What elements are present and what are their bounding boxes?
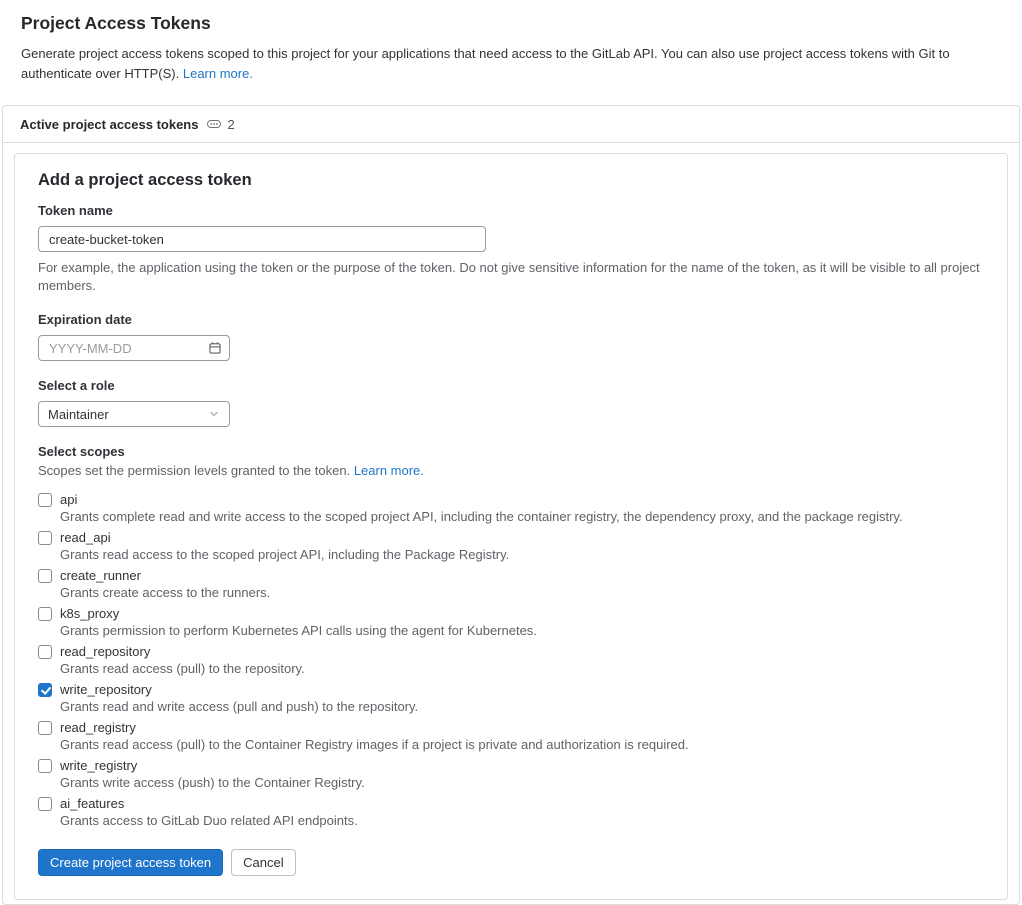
scope-row [38,530,984,562]
scope-description: Grants permission to perform Kubernetes API calls using the agent for Kubernetes. [60,623,537,639]
role-group [38,378,984,427]
scope-checkbox-k8s_proxy[interactable] [38,607,52,621]
card-title: Add a project access token [38,171,252,189]
scope-row [38,682,984,714]
page-description-text: Generate project access tokens scoped to this project for your applications that need access to the GitLab API. You can also use project access tokens with Git to authenticate over HTTP(S). [21,46,950,81]
scopes-group [38,444,984,828]
scopes-help-text: Scopes set the permission levels granted to the token. [38,463,351,479]
scope-checkbox-read_repository[interactable] [38,645,52,659]
scope-name-label: write_registry [60,758,138,774]
scopes-help [38,463,984,478]
page-title: Project Access Tokens [21,13,211,33]
scope-row [38,720,984,752]
expiration-date-input[interactable] [38,335,230,361]
scope-checkbox-api[interactable] [38,493,52,507]
scope-description: Grants access to GitLab Duo related API endpoints. [60,813,358,829]
scope-checkbox-read_api[interactable] [38,531,52,545]
scope-checkbox-write_registry[interactable] [38,759,52,773]
expiration-date-group [38,312,984,361]
scope-checkbox-write_repository[interactable] [38,683,52,697]
scope-description: Grants read access (pull) to the Container Registry images if a project is private and authorization is required. [60,737,689,753]
token-pill-dots-icon [206,116,222,132]
chevron-down-icon [208,408,220,420]
scope-name-label: ai_features [60,796,125,812]
role-select[interactable] [38,401,230,427]
role-label: Select a role [38,378,115,394]
scope-name-label: create_runner [60,568,141,584]
active-tokens-header [3,106,1019,143]
scope-row [38,644,984,676]
scope-label-line[interactable] [38,492,984,507]
scope-name-label: api [60,492,78,508]
learn-more-link[interactable]: Learn more. [182,66,253,81]
scope-name-label: read_repository [60,644,151,660]
scope-name-label: read_registry [60,720,136,736]
scope-row [38,796,984,828]
scope-description: Grants write access (push) to the Container Registry. [60,775,365,791]
scope-description: Grants read access to the scoped project API, including the Package Registry. [60,547,510,563]
role-select-value: Maintainer [48,406,109,422]
scope-name-label: k8s_proxy [60,606,120,622]
token-name-input[interactable] [38,226,486,252]
scope-checkbox-ai_features[interactable] [38,797,52,811]
form-actions [38,849,984,876]
token-name-label: Token name [38,203,113,218]
scope-label-line[interactable] [38,758,984,773]
token-name-help: For example, the application using the token or the purpose of the token. Do not give sensitive information for the name of the token, as it will be visible to all project members. [38,260,980,294]
page-description [21,44,1001,84]
scopes-label: Select scopes [38,444,125,460]
scope-description: Grants read access (pull) to the repository. [60,661,305,677]
scope-label-line[interactable] [38,568,984,583]
create-token-button[interactable]: Create project access token [38,849,223,876]
active-tokens-title: Active project access tokens [20,116,199,132]
scope-checkbox-read_registry[interactable] [38,721,52,735]
scope-description: Grants complete read and write access to the scoped project API, including the container registry, the dependency proxy, and the package registry. [60,509,903,525]
cancel-button[interactable]: Cancel [231,849,295,876]
scope-label-line[interactable] [38,682,984,697]
scope-name-label: read_api [60,530,111,546]
scope-label-line[interactable] [38,720,984,735]
scope-name-label: write_repository [60,682,152,698]
scope-label-line[interactable] [38,530,984,545]
scope-row [38,606,984,638]
scope-row [38,492,984,524]
scopes-list [38,492,984,828]
scope-label-line[interactable] [38,796,984,811]
tokens-section [2,105,1020,905]
token-count-value: 2 [227,116,235,132]
scope-label-line[interactable] [38,644,984,659]
scope-label-line[interactable] [38,606,984,621]
scope-row [38,568,984,600]
scope-checkbox-create_runner[interactable] [38,569,52,583]
token-name-group [38,203,984,295]
scope-description: Grants read and write access (pull and push) to the repository. [60,699,419,715]
token-count-badge [206,116,234,132]
calendar-icon[interactable] [208,341,222,355]
scope-description: Grants create access to the runners. [60,585,271,601]
add-token-card [14,153,1008,900]
scope-row [38,758,984,790]
page-header [0,0,1022,84]
scopes-learn-more-link[interactable]: Learn more. [353,463,424,479]
expiration-date-wrap [38,335,230,361]
expiration-date-label: Expiration date [38,312,132,328]
